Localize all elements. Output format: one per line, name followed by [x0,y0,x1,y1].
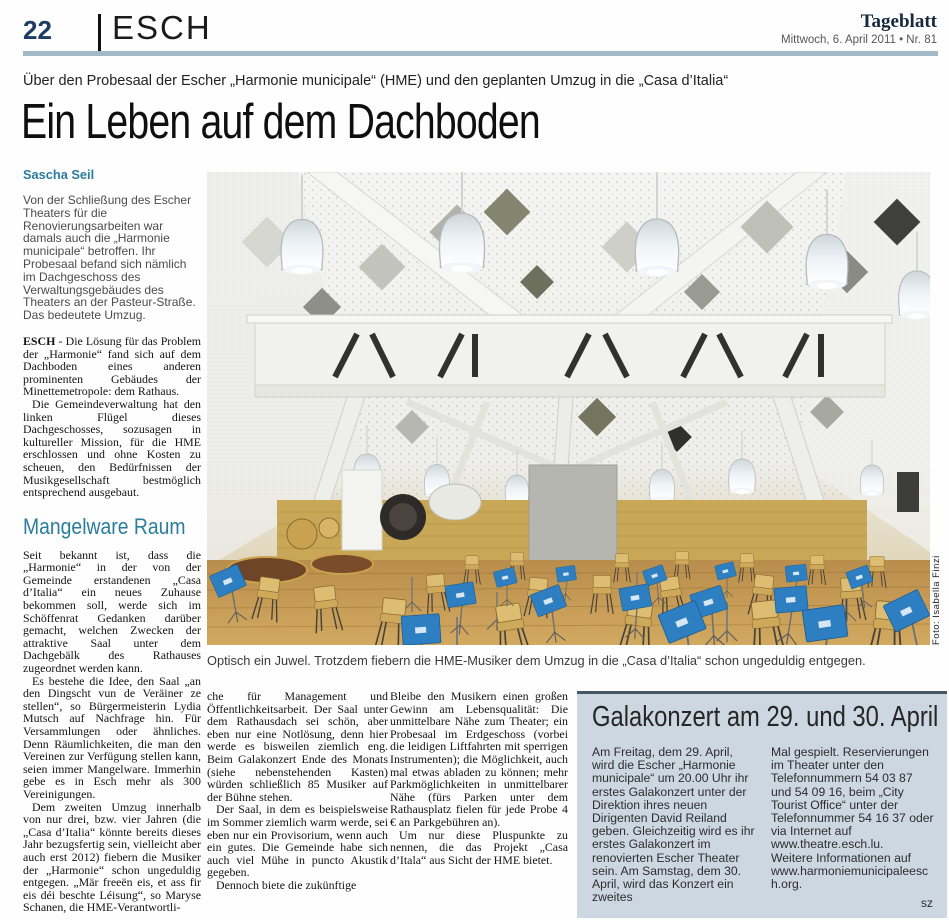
kicker: Über den Probesaal der Escher „Harmonie municipale“ (HME) und den geplanten Umzug in die „Casa d’Italia“ [23,73,729,89]
infobox-column-1: Am Freitag, dem 29. April, wird die Escher „Harmonie municipale“ um 20.00 Uhr ihr erstes Galakonzert unter der Direktion ihres neuen Dirigenten David Reiland geben. Gleichzeitig wird es ihr erstes Galakonzert im renovierten Escher Theater sein. Am Samstag, dem 30. April, wird das Konzert ein zweites [592,745,755,905]
body-paragraph: Um nur diese Pluspunkte zu nennen, die das Projekt „Casa d’Itala“ aus Sicht der HME bietet. [390,827,568,867]
photo-caption: Optisch ein Juwel. Trotzdem fiebern die HME-Musiker dem Umzug in die „Casa d’Italia“ schon ungeduldig entgegen. [207,653,866,668]
infobox [577,691,947,918]
newspaper-brand: Tageblatt [860,11,937,32]
article-photo [207,172,930,645]
byline: Sascha Seil [23,167,95,182]
location-tag: ESCH [23,333,56,348]
infobox-title: Galakonzert am 29. und 30. April [592,701,939,733]
article-column-2 [207,690,388,892]
infobox-signature: sz [920,896,933,910]
body-paragraph: Dem zweiten Umzug innerhalb von nur drei, bzw. vier Jahren (die „Casa d’Italia“ könnte bereits dieses Jahr bezugsfertig sein, vielleicht aber auch erst 2012) fiebern die Musiker der „Harmonie“ schon ungeduldig entgegen. „Mär freeën eis, et ass fir eis déi beschte Léisung“, so Maryse Schanen, die HME-Verantwortli- [23,799,201,915]
body-paragraph: ESCH - Die Lösung für das Problem der „Harmonie“ fand sich auf dem Dachboden eines anderen prominenten Gebäudes der Minettemetropole: dem Rathaus. [23,333,201,399]
infobox-column-2: Mal gespielt. Reservierungen im Theater unter den Telefonnummern 54 03 87 und 54 09 16, beim „City Tourist Office“ unter der Telefonnummer 54 16 37 oder via Internet auf www.theatre.esch.lu. Weitere Informationen auf www.harmoniemunicipaleesch.org. [771,745,934,892]
body-paragraph: Bleibe den Musikern einen großen Gewinn am Lebensqualität: Die unmittelbare Nähe zum Theater; ein Probesaal im Erdgeschoss (vorbei die leidigen Liftfahrten mit sperrigen Instrumenten); die Möglichkeit, auch mal etwas abladen zu können; mehr Parkmöglichkeiten in unmittelbarer Nähe (fürs Parken unter dem Rathausplatz fielen für jede Probe 4 € an Parkgebühren an). [390,689,568,829]
body-paragraph: Seit bekannt ist, dass die „Harmonie“ in der von der Gemeinde erstandenen „Casa d’Italia“ ein neues Zuhause bekommen soll, werde sich im Schöffenrat Gedanken darüber gemacht, welchen Zwecken der attraktive Saal unter dem Dachgebälk des Rathauses zugeordnet werden kann. [23,547,201,676]
header-divider [98,14,101,51]
body-paragraph: che für Management und Öffentlichkeitsarbeit. Der Saal unter dem Rathausdach sei schön, aber eben nur eine Notlösung, denn hier werde es bisweilen ziemlich eng. Beim Galakonzert Ende des Monats (siehe nebenstehenden Kasten) würden schließlich 85 Musiker auf der Bühne stehen. [207,689,388,804]
headline: Ein Leben auf dem Dachboden [21,95,540,149]
lead-paragraph: Von der Schließung des Escher Theaters für die Renovierungsarbeiten war damals auch die „Harmonie municipale“ betroffen. Ihr Probesaal befand sich nämlich im Dachgeschoss des Verwaltungsgebäudes des Theaters an der Pasteur-Straße. Das bedeutete Umzug. [23,193,196,323]
body-paragraph: Es bestehe die Idee, den Saal „an den Dingscht vun de Veräiner ze stellen“, so Bürgermeisterin Lydia Mutsch auf Nachfrage hin. Für Versammlungen oder ähnliches. Denn Räumlichkeiten, die man den Vereinen zur Verfügung stellen kann, seien immer Mangelware. Immerhin gebe es in Esch mehr als 300 Vereinigungen. [23,673,201,801]
page-number: 22 [23,15,52,45]
dateline: Mittwoch, 6. April 2011 • Nr. 81 [781,34,937,46]
body-paragraph: Dennoch biete die zukünftige [216,877,357,892]
body-paragraph: Die Gemeindeverwaltung hat den linken Flügel dieses Dachgeschosses, sozusagen in kultureller Mission, für die HME erschlossen und ohne Kosten zu scheuen, den Bedürfnissen der Musikgesellschaft bestmöglich entsprechend ausgebaut. [23,396,201,500]
section-title: ESCH [112,9,212,46]
photo-credit: Foto: Isabella Finzi [931,555,942,645]
body-paragraph: Der Saal, in dem es beispielsweise im Sommer ziemlich warm werde, sei eben nur ein Provisorium, wenn auch ein gutes. Die Gemeinde habe sich auch viel Mühe in puncto Akustik gegeben. [207,802,388,880]
subhead: Mangelware Raum [23,513,186,539]
header-rule [23,51,938,56]
article-column-1 [23,167,201,914]
article-column-3 [390,690,568,866]
